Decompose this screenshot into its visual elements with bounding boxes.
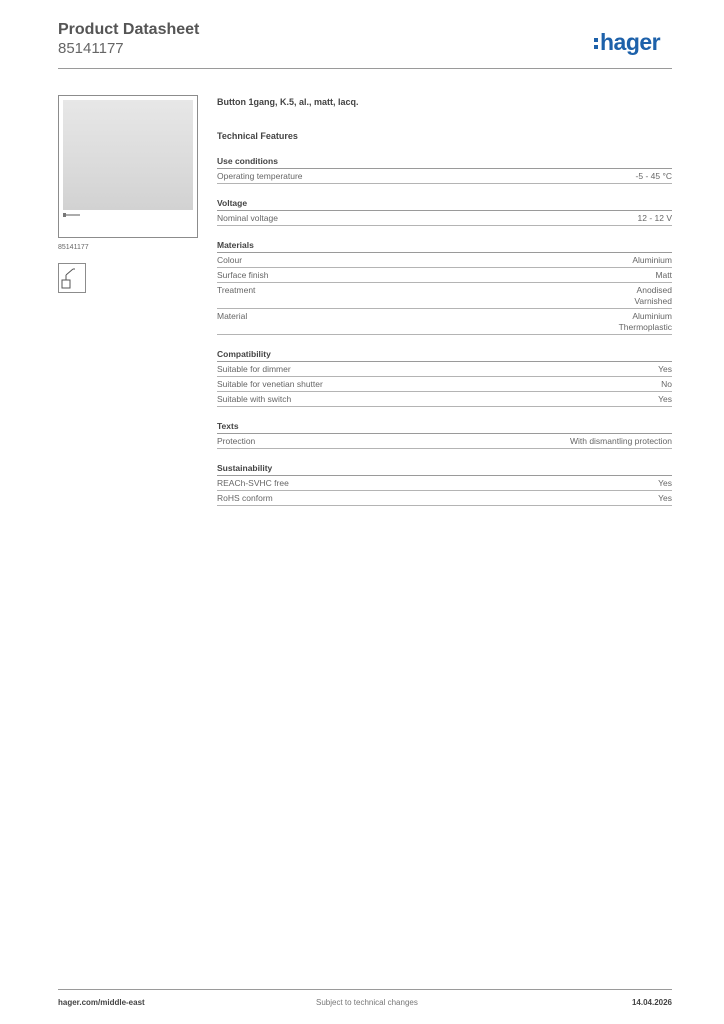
product-description: Button 1gang, K.5, al., matt, lacq.	[217, 97, 359, 107]
feature-row	[217, 211, 672, 226]
feature-value: Yes	[658, 364, 672, 374]
feature-label: Surface finish	[217, 270, 269, 280]
feature-value: No	[661, 379, 672, 389]
feature-row	[217, 377, 672, 392]
feature-value: Yes	[658, 493, 672, 503]
feature-row	[217, 392, 672, 407]
feature-value: Aluminium Thermoplastic	[618, 311, 672, 332]
feature-label: Treatment	[217, 285, 256, 295]
feature-row	[217, 253, 672, 268]
page-title: Product Datasheet	[58, 21, 200, 38]
feature-section	[217, 349, 672, 407]
feature-row	[217, 362, 672, 377]
feature-section	[217, 240, 672, 335]
feature-label: Suitable for venetian shutter	[217, 379, 323, 389]
feature-value: Yes	[658, 394, 672, 404]
feature-sections	[217, 156, 672, 506]
hager-logo	[594, 28, 660, 56]
feature-row	[217, 268, 672, 283]
feature-value: Anodised Varnished	[634, 285, 672, 306]
feature-value: -5 - 45 °C	[635, 171, 672, 181]
product-photo	[63, 100, 193, 210]
footer-divider	[58, 989, 672, 990]
feature-label: RoHS conform	[217, 493, 273, 503]
header-divider	[58, 68, 672, 69]
section-title: Materials	[217, 240, 672, 253]
section-title: Sustainability	[217, 463, 672, 476]
feature-label: Suitable for dimmer	[217, 364, 291, 374]
product-number: 85141177	[58, 40, 124, 57]
section-title: Compatibility	[217, 349, 672, 362]
feature-value: Matt	[655, 270, 672, 280]
pushbutton-symbol-icon	[58, 263, 86, 293]
feature-row	[217, 283, 672, 309]
feature-value: With dismantling protection	[569, 436, 672, 446]
feature-row	[217, 169, 672, 184]
feature-label: Operating temperature	[217, 171, 303, 181]
feature-label: Suitable with switch	[217, 394, 292, 404]
feature-section	[217, 198, 672, 226]
logo-text: hager	[600, 28, 661, 55]
technical-features-heading: Technical Features	[217, 131, 298, 141]
footer-notice: Subject to technical changes	[316, 998, 418, 1007]
feature-row	[217, 309, 672, 335]
feature-label: Colour	[217, 255, 243, 265]
feature-label: Material	[217, 311, 248, 321]
feature-section	[217, 421, 672, 449]
section-title: Voltage	[217, 198, 672, 211]
feature-label: Protection	[217, 436, 256, 446]
footer-website: hager.com/middle-east	[58, 998, 145, 1007]
image-caption: 85141177	[58, 244, 89, 251]
section-title: Use conditions	[217, 156, 672, 169]
feature-value: 12 - 12 V	[637, 213, 672, 223]
datasheet-content	[217, 96, 672, 506]
product-image-frame	[58, 95, 198, 238]
screw-icon	[63, 212, 81, 218]
section-title: Texts	[217, 421, 672, 434]
feature-row	[217, 476, 672, 491]
feature-label: Nominal voltage	[217, 213, 278, 223]
feature-label: REACh-SVHC free	[217, 478, 289, 488]
feature-row	[217, 491, 672, 506]
feature-value: Yes	[658, 478, 672, 488]
feature-value: Aluminium	[632, 255, 672, 265]
logo-colon-icon	[594, 38, 598, 49]
footer-date: 14.04.2026	[631, 998, 672, 1007]
feature-section	[217, 463, 672, 506]
feature-row	[217, 434, 672, 449]
feature-section	[217, 156, 672, 184]
